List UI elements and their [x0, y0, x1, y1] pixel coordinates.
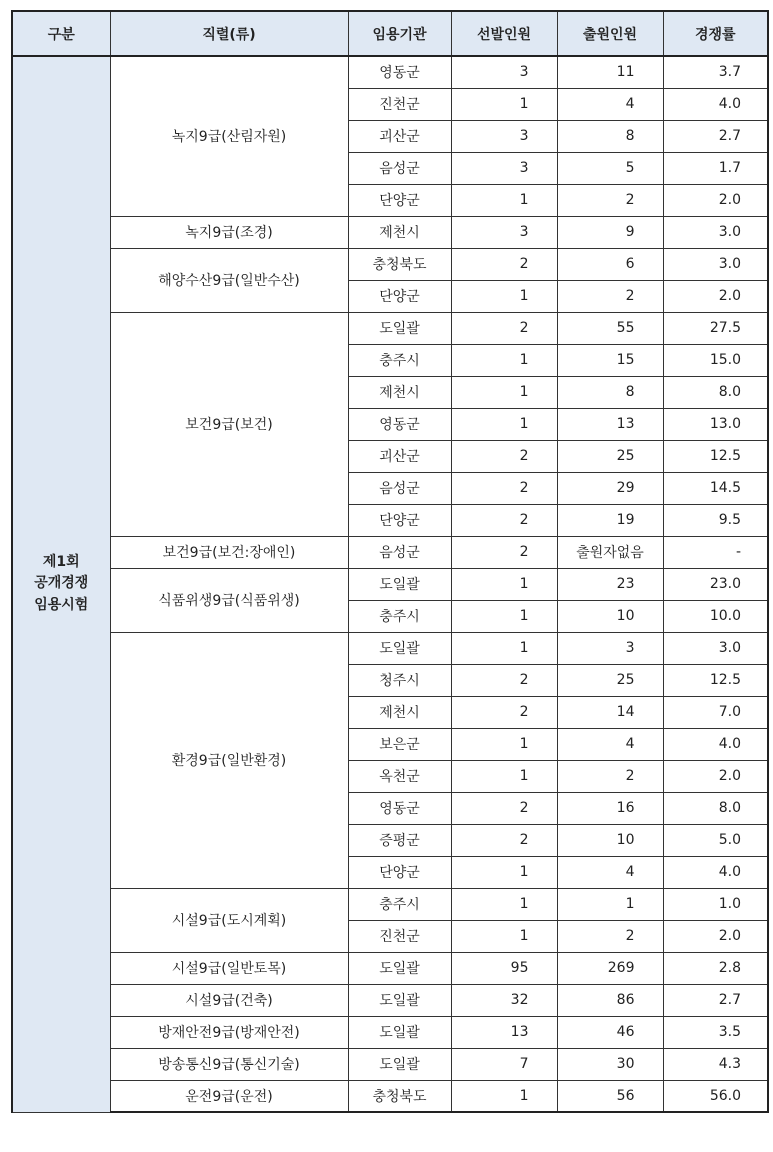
agency-cell: 제천시 [348, 216, 451, 248]
agency-cell: 충주시 [348, 600, 451, 632]
rate-cell: 14.5 [663, 472, 768, 504]
rate-cell: 7.0 [663, 696, 768, 728]
selected-cell: 2 [451, 824, 557, 856]
applied-cell: 4 [557, 856, 663, 888]
recruitment-table-container [11, 10, 769, 1113]
applied-cell: 2 [557, 760, 663, 792]
table-row [12, 568, 768, 600]
selected-cell: 3 [451, 120, 557, 152]
rate-cell: 9.5 [663, 504, 768, 536]
applied-cell: 14 [557, 696, 663, 728]
rate-cell: 3.0 [663, 248, 768, 280]
applied-cell: 25 [557, 440, 663, 472]
series-cell: 식품위생9급(식품위생) [110, 568, 348, 632]
applied-cell: 15 [557, 344, 663, 376]
agency-cell: 도일괄 [348, 1048, 451, 1080]
table-row [12, 248, 768, 280]
applied-cell: 4 [557, 88, 663, 120]
selected-cell: 1 [451, 376, 557, 408]
selected-cell: 1 [451, 920, 557, 952]
table-body [12, 56, 768, 1112]
rate-cell: 5.0 [663, 824, 768, 856]
applied-cell: 8 [557, 120, 663, 152]
category-line: 공개경쟁 [34, 575, 89, 592]
selected-cell: 1 [451, 1080, 557, 1112]
agency-cell: 청주시 [348, 664, 451, 696]
series-cell: 녹지9급(조경) [110, 216, 348, 248]
series-cell: 시설9급(도시계획) [110, 888, 348, 952]
applied-cell: 4 [557, 728, 663, 760]
agency-cell: 도일괄 [348, 632, 451, 664]
selected-cell: 1 [451, 408, 557, 440]
agency-cell: 음성군 [348, 536, 451, 568]
rate-cell: 1.0 [663, 888, 768, 920]
header-rate: 경쟁률 [663, 11, 768, 56]
table-row [12, 1016, 768, 1048]
rate-cell: 2.7 [663, 984, 768, 1016]
selected-cell: 95 [451, 952, 557, 984]
agency-cell: 음성군 [348, 152, 451, 184]
category-line: 임용시험 [34, 597, 89, 614]
agency-cell: 진천군 [348, 920, 451, 952]
applied-cell: 10 [557, 824, 663, 856]
rate-cell: 2.0 [663, 184, 768, 216]
rate-cell: 1.7 [663, 152, 768, 184]
table-row [12, 1080, 768, 1112]
rate-cell: 4.0 [663, 728, 768, 760]
applied-cell: 5 [557, 152, 663, 184]
selected-cell: 2 [451, 696, 557, 728]
rate-cell: 2.8 [663, 952, 768, 984]
header-series: 직렬(류) [110, 11, 348, 56]
applied-cell: 2 [557, 920, 663, 952]
selected-cell: 1 [451, 632, 557, 664]
rate-cell: 4.0 [663, 856, 768, 888]
selected-cell: 2 [451, 536, 557, 568]
series-cell: 보건9급(보건) [110, 312, 348, 536]
series-cell: 환경9급(일반환경) [110, 632, 348, 888]
applied-cell: 269 [557, 952, 663, 984]
rate-cell: 3.0 [663, 216, 768, 248]
agency-cell: 진천군 [348, 88, 451, 120]
recruitment-table [11, 10, 769, 1113]
selected-cell: 3 [451, 56, 557, 88]
header-category: 구분 [12, 11, 110, 56]
rate-cell: - [663, 536, 768, 568]
table-row [12, 952, 768, 984]
agency-cell: 도일괄 [348, 984, 451, 1016]
series-cell: 방재안전9급(방재안전) [110, 1016, 348, 1048]
agency-cell: 제천시 [348, 696, 451, 728]
rate-cell: 2.0 [663, 920, 768, 952]
applied-cell: 29 [557, 472, 663, 504]
table-row [12, 984, 768, 1016]
agency-cell: 도일괄 [348, 1016, 451, 1048]
table-row [12, 56, 768, 88]
applied-cell: 10 [557, 600, 663, 632]
agency-cell: 괴산군 [348, 120, 451, 152]
agency-cell: 단양군 [348, 184, 451, 216]
selected-cell: 2 [451, 504, 557, 536]
agency-cell: 괴산군 [348, 440, 451, 472]
applied-cell: 9 [557, 216, 663, 248]
agency-cell: 도일괄 [348, 952, 451, 984]
agency-cell: 보은군 [348, 728, 451, 760]
applied-cell: 19 [557, 504, 663, 536]
selected-cell: 1 [451, 184, 557, 216]
agency-cell: 음성군 [348, 472, 451, 504]
agency-cell: 옥천군 [348, 760, 451, 792]
selected-cell: 1 [451, 344, 557, 376]
applied-cell: 13 [557, 408, 663, 440]
applied-cell: 3 [557, 632, 663, 664]
rate-cell: 4.0 [663, 88, 768, 120]
selected-cell: 1 [451, 600, 557, 632]
agency-cell: 단양군 [348, 280, 451, 312]
series-cell: 시설9급(일반토목) [110, 952, 348, 984]
agency-cell: 충청북도 [348, 248, 451, 280]
applied-cell: 16 [557, 792, 663, 824]
series-cell: 시설9급(건축) [110, 984, 348, 1016]
agency-cell: 영동군 [348, 56, 451, 88]
series-cell: 녹지9급(산림자원) [110, 56, 348, 216]
agency-cell: 증평군 [348, 824, 451, 856]
applied-cell: 86 [557, 984, 663, 1016]
table-row [12, 216, 768, 248]
applied-cell: 55 [557, 312, 663, 344]
agency-cell: 영동군 [348, 792, 451, 824]
rate-cell: 23.0 [663, 568, 768, 600]
header-agency: 임용기관 [348, 11, 451, 56]
applied-cell: 56 [557, 1080, 663, 1112]
series-cell: 해양수산9급(일반수산) [110, 248, 348, 312]
selected-cell: 13 [451, 1016, 557, 1048]
applied-cell: 1 [557, 888, 663, 920]
agency-cell: 도일괄 [348, 312, 451, 344]
table-row [12, 632, 768, 664]
rate-cell: 13.0 [663, 408, 768, 440]
selected-cell: 32 [451, 984, 557, 1016]
applied-cell: 25 [557, 664, 663, 696]
applied-cell: 8 [557, 376, 663, 408]
table-row [12, 1048, 768, 1080]
selected-cell: 1 [451, 280, 557, 312]
rate-cell: 4.3 [663, 1048, 768, 1080]
selected-cell: 2 [451, 792, 557, 824]
rate-cell: 3.0 [663, 632, 768, 664]
table-header-row [12, 11, 768, 56]
category-line: 제1회 [42, 553, 80, 570]
selected-cell: 3 [451, 216, 557, 248]
applied-cell: 2 [557, 280, 663, 312]
series-cell: 방송통신9급(통신기술) [110, 1048, 348, 1080]
selected-cell: 1 [451, 760, 557, 792]
rate-cell: 12.5 [663, 440, 768, 472]
selected-cell: 2 [451, 472, 557, 504]
agency-cell: 단양군 [348, 504, 451, 536]
applied-cell: 2 [557, 184, 663, 216]
agency-cell: 충주시 [348, 888, 451, 920]
agency-cell: 영동군 [348, 408, 451, 440]
selected-cell: 3 [451, 152, 557, 184]
selected-cell: 1 [451, 568, 557, 600]
selected-cell: 7 [451, 1048, 557, 1080]
selected-cell: 1 [451, 888, 557, 920]
rate-cell: 3.5 [663, 1016, 768, 1048]
series-cell: 보건9급(보건:장애인) [110, 536, 348, 568]
applied-cell: 11 [557, 56, 663, 88]
agency-cell: 충주시 [348, 344, 451, 376]
rate-cell: 8.0 [663, 792, 768, 824]
agency-cell: 단양군 [348, 856, 451, 888]
agency-cell: 제천시 [348, 376, 451, 408]
selected-cell: 1 [451, 88, 557, 120]
rate-cell: 3.7 [663, 56, 768, 88]
selected-cell: 2 [451, 664, 557, 696]
rate-cell: 10.0 [663, 600, 768, 632]
applied-cell: 30 [557, 1048, 663, 1080]
rate-cell: 27.5 [663, 312, 768, 344]
rate-cell: 2.0 [663, 280, 768, 312]
selected-cell: 2 [451, 440, 557, 472]
table-row [12, 888, 768, 920]
rate-cell: 2.0 [663, 760, 768, 792]
category-cell [12, 56, 110, 1112]
applied-cell: 6 [557, 248, 663, 280]
applied-cell: 출원자없음 [557, 536, 663, 568]
agency-cell: 충청북도 [348, 1080, 451, 1112]
series-cell: 운전9급(운전) [110, 1080, 348, 1112]
selected-cell: 1 [451, 856, 557, 888]
selected-cell: 2 [451, 312, 557, 344]
selected-cell: 2 [451, 248, 557, 280]
rate-cell: 56.0 [663, 1080, 768, 1112]
table-row [12, 536, 768, 568]
rate-cell: 8.0 [663, 376, 768, 408]
header-selected: 선발인원 [451, 11, 557, 56]
rate-cell: 2.7 [663, 120, 768, 152]
agency-cell: 도일괄 [348, 568, 451, 600]
applied-cell: 46 [557, 1016, 663, 1048]
rate-cell: 12.5 [663, 664, 768, 696]
header-applied: 출원인원 [557, 11, 663, 56]
applied-cell: 23 [557, 568, 663, 600]
rate-cell: 15.0 [663, 344, 768, 376]
table-row [12, 312, 768, 344]
selected-cell: 1 [451, 728, 557, 760]
